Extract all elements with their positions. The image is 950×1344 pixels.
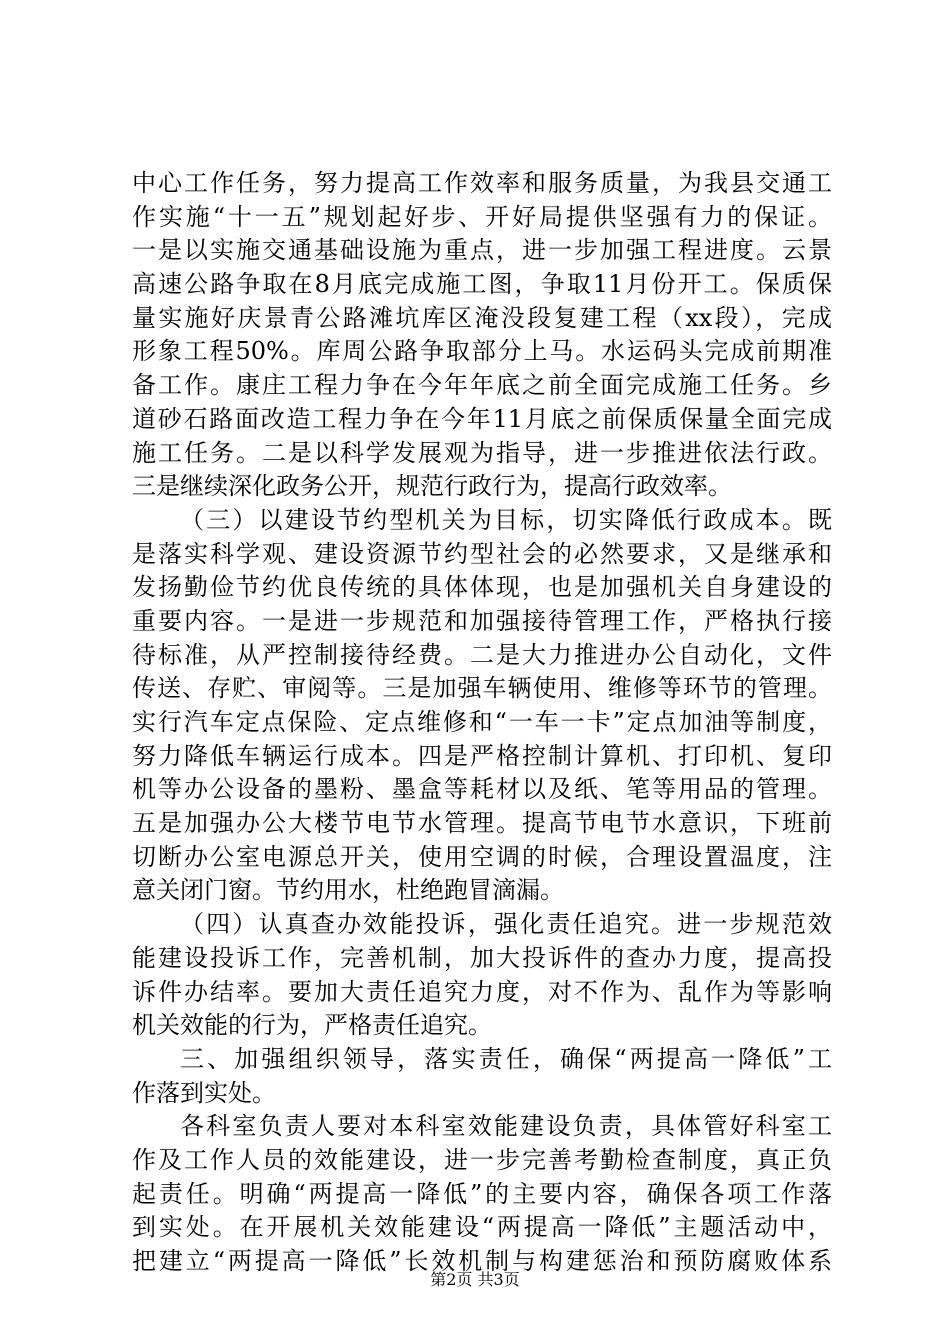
text-line: 到实处。在开展机关效能建设“两提高一降低”主题活动中， bbox=[132, 1213, 832, 1242]
text-line: 切断办公室电源总开关，使用空调的时候，合理设置温度，注 bbox=[132, 842, 832, 871]
text-line: 是落实科学观、建设资源节约型社会的必然要求，又是继承和 bbox=[132, 539, 832, 568]
text-line: 道砂石路面改造工程力争在今年11月底之前保质保量全面完成 bbox=[132, 404, 832, 433]
document-body bbox=[132, 167, 832, 1279]
text-line: 各科室负责人要对本科室效能建设负责，具体管好科室工 bbox=[180, 1112, 832, 1141]
text-line: 实行汽车定点保险、定点维修和“一车一卡”定点加油等制度， bbox=[132, 708, 832, 736]
text-line: 机等办公设备的墨粉、墨盒等耗材以及纸、笔等用品的管理。 bbox=[132, 775, 832, 804]
text-line: 发扬勤俭节约优良传统的具体体现，也是加强机关自身建设的 bbox=[132, 573, 832, 602]
text-line: 施工任务。二是以科学发展观为指导，进一步推进依法行政。 bbox=[132, 438, 832, 467]
text-line: 起责任。明确“两提高一降低”的主要内容，确保各项工作落 bbox=[132, 1179, 832, 1208]
section-heading-line: 三、加强组织领导，落实责任，确保“两提高一降低”工 bbox=[180, 1044, 832, 1073]
text-line: 能建设投诉工作，完善机制，加大投诉件的查办力度，提高投 bbox=[132, 943, 832, 972]
text-line: 传送、存贮、审阅等。三是加强车辆使用、维修等环节的管理。 bbox=[132, 674, 832, 703]
text-line: 一是以实施交通基础设施为重点，进一步加强工程进度。云景 bbox=[132, 236, 832, 265]
section-heading-line: 作落到实处。 bbox=[132, 1078, 276, 1107]
text-line: 作实施“十一五”规划起好步、开好局提供坚强有力的保证。 bbox=[132, 202, 832, 231]
text-line: 三是继续深化政务公开，规范行政行为，提高行政效率。 bbox=[132, 472, 732, 501]
text-line: 把建立“两提高一降低”长效机制与构建惩治和预防腐败体系 bbox=[132, 1247, 832, 1275]
text-line: 中心工作任务，努力提高工作效率和服务质量，为我县交通工 bbox=[132, 169, 832, 197]
text-line: 待标准，从严控制接待经费。二是大力推进办公自动化，文件 bbox=[132, 640, 832, 669]
text-line: 作及工作人员的效能建设，进一步完善考勤检查制度，真正负 bbox=[132, 1145, 832, 1174]
text-line: 努力降低车辆运行成本。四是严格控制计算机、打印机、复印 bbox=[132, 741, 832, 770]
page-number-footer: 第2页 共3页 bbox=[430, 1270, 520, 1289]
text-line: 备工作。康庄工程力争在今年年底之前全面完成施工任务。乡 bbox=[132, 371, 832, 400]
text-line: （四）认真查办效能投诉，强化责任追究。进一步规范效 bbox=[180, 910, 832, 939]
text-line: 意关闭门窗。节约用水，杜绝跑冒滴漏。 bbox=[132, 876, 564, 905]
text-line: 机关效能的行为，严格责任追究。 bbox=[132, 1011, 492, 1040]
text-line: 五是加强办公大楼节电节水管理。提高节电节水意识，下班前 bbox=[132, 809, 832, 838]
text-line: 形象工程50%。库周公路争取部分上马。水运码头完成前期准 bbox=[132, 337, 832, 366]
text-line: （三）以建设节约型机关为目标，切实降低行政成本。既 bbox=[180, 505, 832, 534]
text-line: 重要内容。一是进一步规范和加强接待管理工作，严格执行接 bbox=[132, 606, 832, 635]
text-line: 诉件办结率。要加大责任追究力度，对不作为、乱作为等影响 bbox=[132, 977, 832, 1006]
text-line: 量实施好庆景青公路滩坑库区淹没段复建工程（xx段），完成 bbox=[132, 303, 832, 332]
text-line: 高速公路争取在8月底完成施工图，争取11月份开工。保质保 bbox=[132, 270, 832, 299]
